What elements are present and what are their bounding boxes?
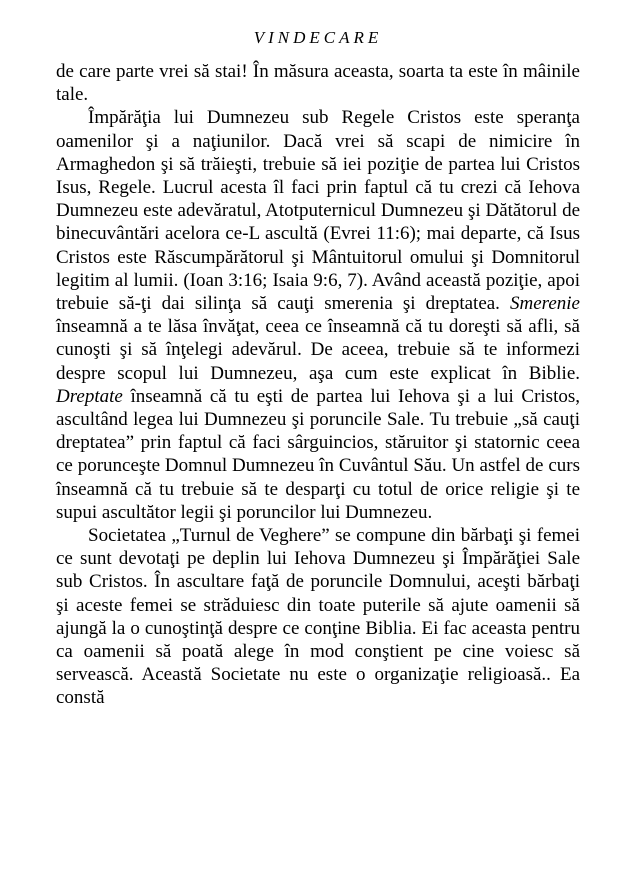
page (56, 26, 580, 710)
text-segment: înseamnă că tu eşti de partea lui Iehova şi a lui Cristos, ascultând legea lui Dumnezeu şi poruncile Sale. Tu trebuie „să cauţi dreptatea” prin faptul că faci sârguincios, stăruitor şi statornic ceea ce porunceşte Domnul Dumnezeu în Cuvântul Său. Un astfel de curs înseamnă că tu trebuie să te desparţi cu totul de orice religie şi te supui ascultător legii şi poruncilor lui Dumnezeu. (56, 385, 580, 523)
running-header-title: VINDECARE (253, 28, 383, 47)
text-segment: de care parte vrei să stai! În măsura aceasta, soarta ta este în mâinile tale. (56, 61, 580, 106)
paragraph-continuation (56, 60, 580, 106)
emphasis-dreptate: Dreptate (56, 385, 123, 407)
paragraph-kingdom-hope (56, 106, 580, 524)
text-segment: Împărăţia lui Dumnezeu sub Regele Cristos este speranţa oamenilor şi a naţiunilor. Dacă vrei să scapi de nimicire în Armaghedon şi să trăieşti, trebuie să iei poziţie de partea lui Cristos Isus, Regele. Lucrul acesta îl faci prin faptul că tu crezi că Iehova Dumnezeu este adevăratul, Atotputernicul Dumnezeu şi Dătătorul de binecuvântări acelora ce-L ascultă (Evrei 11:6); mai departe, că Isus Cristos este Răscumpărătorul şi Mântuitorul omului şi Domnitorul legitim al lumii. (Ioan 3:16; Isaia 9:6, 7). Având această poziţie, apoi trebuie să-ţi dai silinţa să cauţi smerenia şi dreptatea. (56, 107, 580, 315)
paragraph-watchtower-society (56, 524, 580, 710)
emphasis-smerenie: Smerenie (510, 293, 580, 315)
text-segment: Societatea „Turnul de Veghere” se compune din bărbaţi şi femei ce sunt devotaţi pe deplin lui Iehova Dumnezeu şi Împărăţiei Sale sub Cristos. În ascultare faţă de poruncile Domnului, aceşti bărbaţi şi aceste femei se străduiesc din toate puterile să ajute oamenii să ajungă la o cunoştinţă despre ce conţine Biblia. Ei fac aceasta pentru ca oamenii să poată alege în mod conştient pe cine voiesc să servească. Această Societate nu este o organizaţie religioasă.. Ea constă (56, 525, 580, 709)
text-segment: înseamnă a te lăsa învăţat, ceea ce înseamnă că tu doreşti să afli, să cunoşti şi să înţelegi adevărul. De aceea, trebuie să te informezi despre scopul lui Dumnezeu, aşa cum este explicat în Biblie. (56, 316, 580, 384)
body-text (56, 60, 580, 710)
